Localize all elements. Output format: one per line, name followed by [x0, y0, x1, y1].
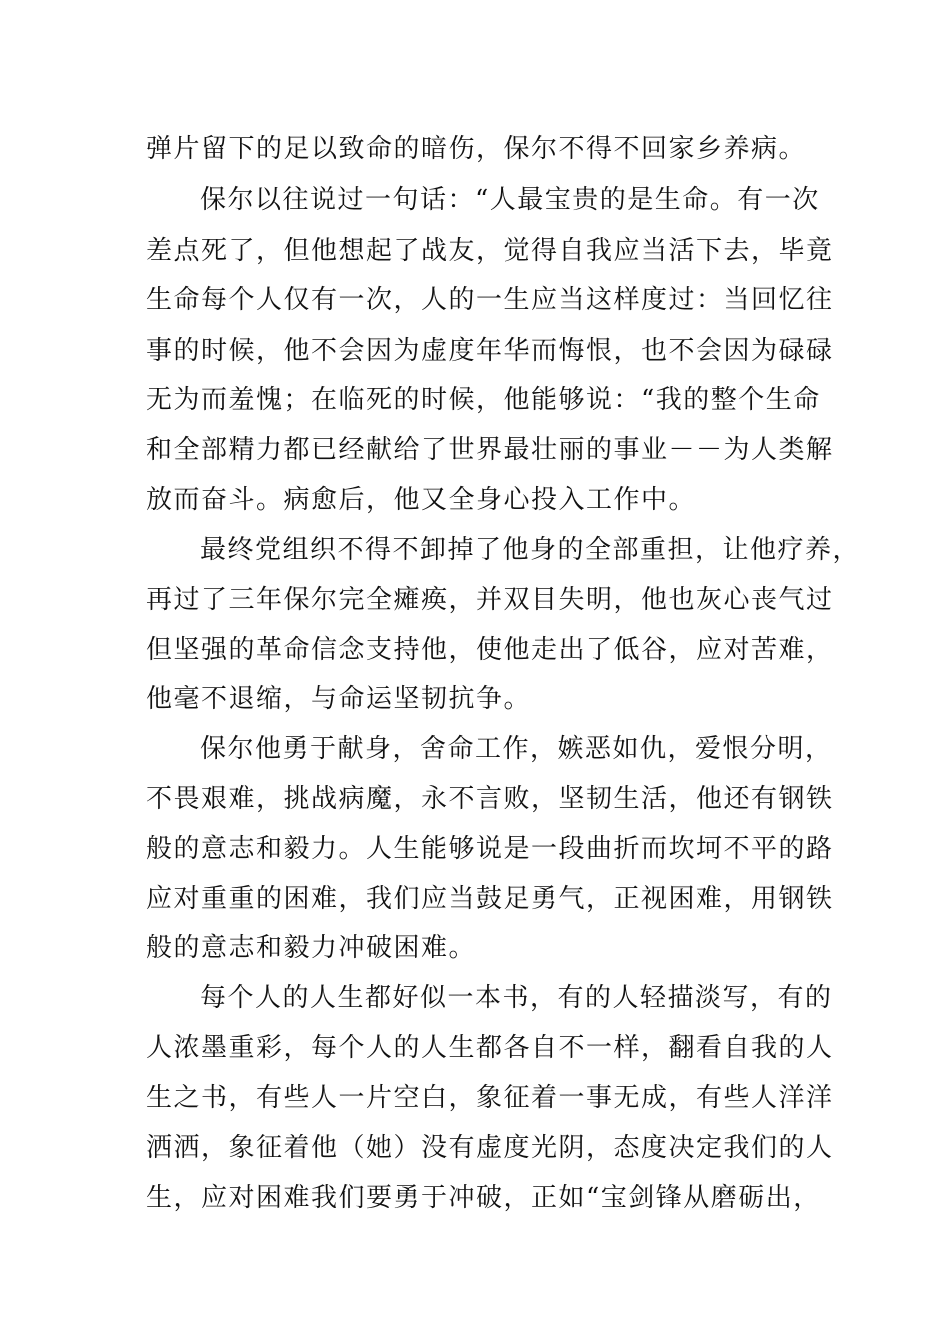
text-line: 但坚强的革命信念支持他，使他走出了低谷，应对苦难，	[146, 635, 834, 665]
text-line: 弹片留下的足以致命的暗伤，保尔不得不回家乡养病。	[146, 134, 807, 164]
text-line: 人浓墨重彩，每个人的人生都各自不一样，翻看自我的人	[146, 1033, 834, 1063]
text-line: 事的时候，他不会因为虚度年华而悔恨，也不会因为碌碌	[146, 336, 834, 366]
text-line: 差点死了，但他想起了战友，觉得自我应当活下去，毕竟	[146, 236, 834, 266]
text-line: 应对重重的困难，我们应当鼓足勇气，正视困难，用钢铁	[146, 884, 834, 914]
text-line: 般的意志和毅力冲破困难。	[146, 933, 477, 963]
text-line: 最终党组织不得不卸掉了他身的全部重担，让他疗养，	[200, 535, 861, 565]
text-line: 不畏艰难，挑战病魔，永不言败，坚韧生活，他还有钢铁	[146, 784, 834, 814]
text-line: 生之书，有些人一片空白，象征着一事无成，有些人洋洋	[146, 1083, 834, 1113]
text-line: 般的意志和毅力。人生能够说是一段曲折而坎坷不平的路	[146, 834, 834, 864]
text-line: 每个人的人生都好似一本书，有的人轻描淡写，有的	[200, 983, 833, 1013]
text-line: 再过了三年保尔完全瘫痪，并双目失明，他也灰心丧气过	[146, 585, 834, 615]
text-line: 放而奋斗。病愈后，他又全身心投入工作中。	[146, 485, 697, 515]
text-line: 他毫不退缩，与命运坚韧抗争。	[146, 684, 532, 714]
text-line: 生命每个人仅有一次，人的一生应当这样度过：当回忆往	[146, 285, 834, 315]
text-line: 保尔他勇于献身，舍命工作，嫉恶如仇，爱恨分明，	[200, 734, 833, 764]
text-line: 和全部精力都已经献给了世界最壮丽的事业－－为人类解	[146, 435, 834, 465]
text-line: 保尔以往说过一句话：“人最宝贵的是生命。有一次	[200, 185, 820, 215]
text-line: 洒洒，象征着他（她）没有虚度光阴，态度决定我们的人	[146, 1133, 834, 1163]
text-line: 生，应对困难我们要勇于冲破，正如“宝剑锋从磨砺出，	[146, 1183, 821, 1213]
text-line: 无为而羞愧；在临死的时候，他能够说：“我的整个生命	[146, 385, 821, 415]
